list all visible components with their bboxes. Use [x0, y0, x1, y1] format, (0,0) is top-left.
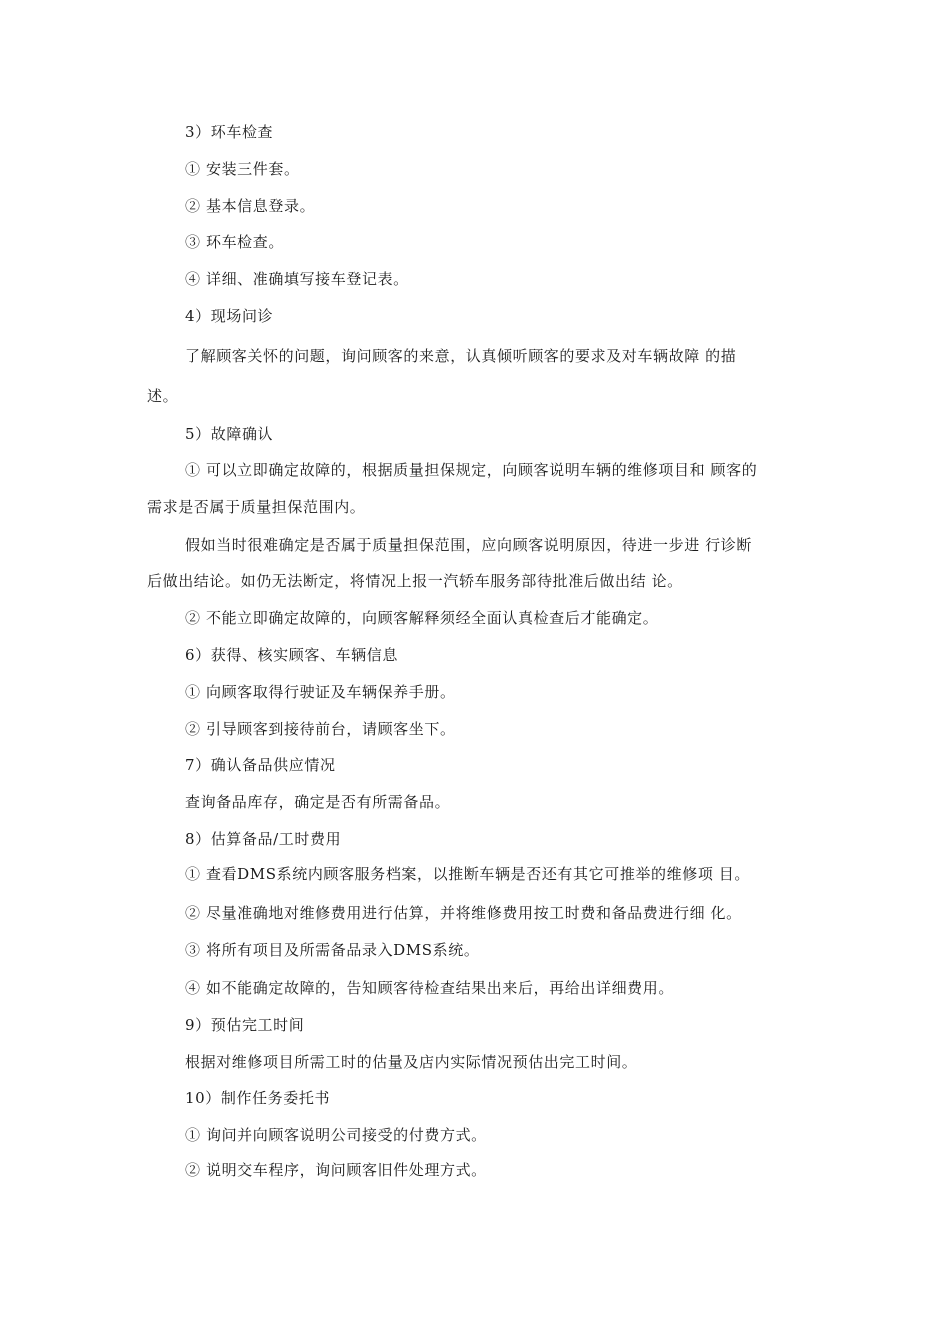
section-heading-5: 5）故障确认 — [185, 425, 274, 443]
list-item: ① 向顾客取得行驶证及车辆保养手册。 — [185, 683, 456, 701]
paragraph-line: 后做出结论。如仍无法断定，将情况上报一汽轿车服务部待批准后做出结 论。 — [147, 572, 683, 590]
section-heading-10: 10）制作任务委托书 — [185, 1089, 331, 1107]
section-heading-7: 7）确认备品供应情况 — [185, 756, 336, 774]
section-heading-3: 3）环车检查 — [185, 123, 274, 141]
list-item: ① 查看DMS系统内顾客服务档案，以推断车辆是否还有其它可推举的维修项 目。 — [185, 865, 751, 883]
section-heading-6: 6）获得、核实顾客、车辆信息 — [185, 646, 398, 664]
paragraph-line: 需求是否属于质量担保范围内。 — [147, 498, 366, 516]
list-item: ③ 环车检查。 — [185, 233, 284, 251]
paragraph-line: 查询备品库存，确定是否有所需备品。 — [185, 793, 451, 811]
section-heading-8: 8）估算备品/工时费用 — [185, 830, 342, 848]
paragraph-line: ① 可以立即确定故障的，根据质量担保规定，向顾客说明车辆的维修项目和 顾客的 — [185, 461, 758, 479]
section-heading-9: 9）预估完工时间 — [185, 1016, 305, 1034]
paragraph-line: 假如当时很难确定是否属于质量担保范围，应向顾客说明原因，待进一步进 行诊断 — [185, 536, 752, 554]
list-item: ② 引导顾客到接待前台，请顾客坐下。 — [185, 720, 456, 738]
list-item: ② 说明交车程序，询问顾客旧件处理方式。 — [185, 1161, 487, 1179]
list-item: ④ 详细、准确填写接车登记表。 — [185, 270, 409, 288]
list-item: ③ 将所有项目及所需备品录入DMS系统。 — [185, 941, 480, 959]
list-item: ① 询问并向顾客说明公司接受的付费方式。 — [185, 1126, 487, 1144]
paragraph-line: 了解顾客关怀的问题，询问顾客的来意，认真倾听顾客的要求及对车辆故障 的描 — [185, 347, 737, 365]
list-item: ② 尽量准确地对维修费用进行估算，并将维修费用按工时费和备品费进行细 化。 — [185, 904, 742, 922]
list-item: ② 基本信息登录。 — [185, 197, 316, 215]
list-item: ④ 如不能确定故障的，告知顾客待检查结果出来后，再给出详细费用。 — [185, 979, 674, 997]
paragraph-line: 根据对维修项目所需工时的估量及店内实际情况预估出完工时间。 — [185, 1053, 638, 1071]
list-item: ① 安装三件套。 — [185, 160, 300, 178]
list-item: ② 不能立即确定故障的，向顾客解释须经全面认真检查后才能确定。 — [185, 609, 659, 627]
paragraph-line: 述。 — [147, 387, 179, 405]
section-heading-4: 4）现场问诊 — [185, 307, 274, 325]
